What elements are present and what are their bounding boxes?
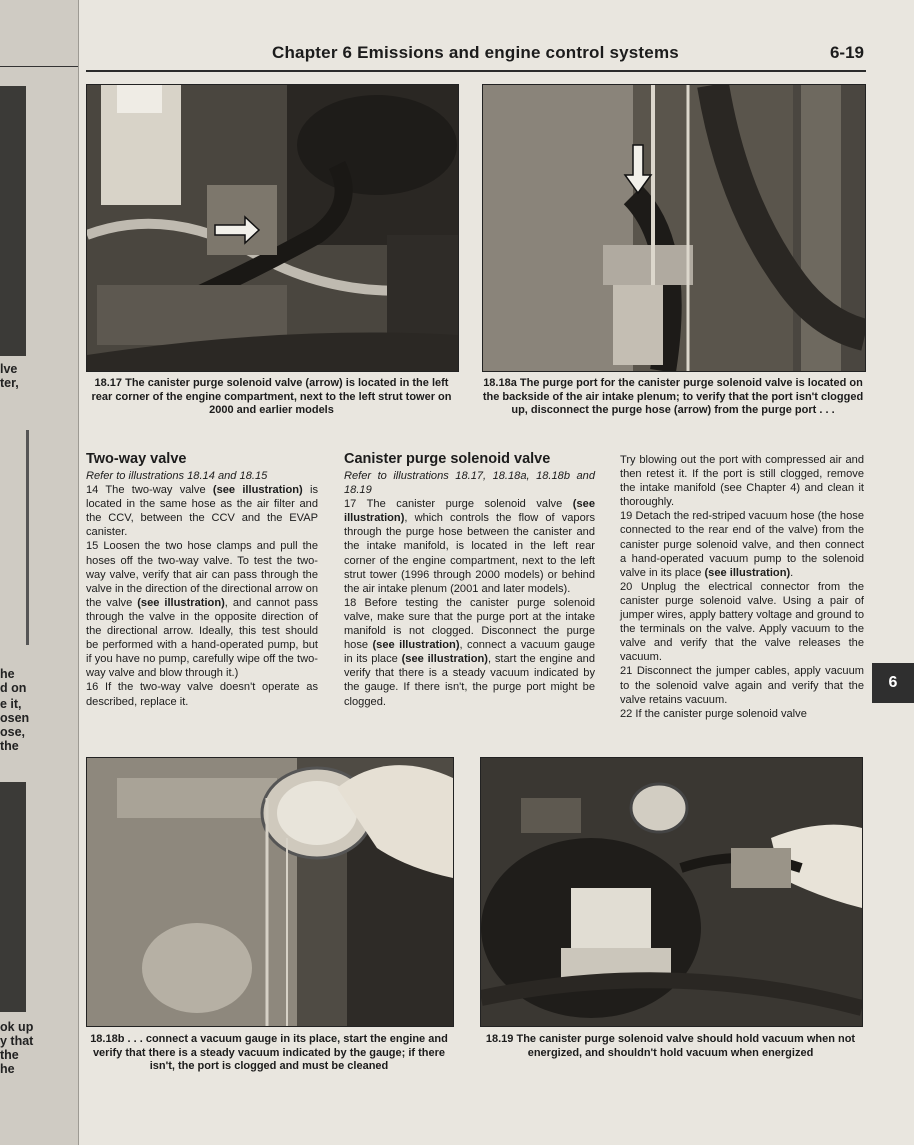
gutter-fragment: ose, [0, 725, 26, 739]
gutter-fragment: the [0, 1048, 19, 1062]
illustration-reference: Refer to illustrations 18.14 and 18.15 [86, 470, 268, 482]
gutter-fragment: osen [0, 711, 30, 725]
paragraph-21: 21 Disconnect the jumper cables, apply vacuum to the solenoid valve again and verify that the valve retains vacuum. [620, 665, 864, 706]
paragraph-17: 17 The canister purge solenoid valve (see illustration), which controls the flow of vapors through the purge hose between the canister and the intake manifold, is located in the left rear corner of the engine compartment, next to the left strut tower (1996 through 2000 models) or behind the air intake plenum (2001 and later models). [344, 498, 595, 595]
paragraph-16: 16 If the two-way valve doesn't operate as described, replace it. [86, 681, 318, 708]
gutter-photo-strip [0, 86, 26, 356]
figure-18-19-photo [480, 757, 863, 1027]
chapter-title: Chapter 6 Emissions and engine control systems [272, 43, 679, 62]
column-canister-purge-valve [344, 450, 595, 709]
paragraph-22: 22 If the canister purge solenoid valve [620, 707, 807, 720]
figure-18-18b-photo [86, 757, 454, 1027]
figure-18-18b-caption: 18.18b . . . connect a vacuum gauge in its place, start the engine and verify that there is a steady vacuum indicated by the gauge; if there isn't, the port is clogged and must be cleaned [90, 1033, 448, 1072]
paragraph-19: 19 Detach the red-striped vacuum hose (the hose connected to the rear end of the valve) from the canister purge solenoid valve, and then connect a hand-operated vacuum pump to the solenoid valve in its place (see illustration). [620, 510, 864, 579]
section-heading: Two-way valve [86, 451, 187, 467]
page-number: 6-19 [829, 43, 864, 62]
illustration-reference: Refer to illustrations 18.17, 18.18a, 18.18b and 18.19 [344, 470, 595, 497]
chapter-tab: 6 [872, 663, 914, 703]
figure-18-19-caption: 18.19 The canister purge solenoid valve should hold vacuum when not energized, and shouldn't hold vacuum when energized [485, 1033, 856, 1059]
figure-18-18a-caption: 18.18a The purge port for the canister purge solenoid valve is located on the backside of the air intake plenum; to verify that the port isn't clogged up, disconnect the purge hose (arrow) from the purge port . . . [482, 377, 864, 416]
gutter-fragment: d on [0, 681, 27, 695]
gutter-fragment: e it, [0, 697, 22, 711]
paragraph-15: 15 Loosen the two hose clamps and pull the hoses off the two-way valve. To test the two-way valve, verify that air can pass through the valve in the direction of the directional arrow on the valve (see illustration), and cannot pass through the valve in the opposite direction of the directional arrow. Ideally, this test should be performed with a hand-operated pump, but if you have no pump, carefully wipe off the two-way valve and blow through it.) [86, 540, 318, 680]
gutter-fragment: he [0, 667, 15, 681]
column-continued [620, 453, 864, 721]
column-two-way-valve [86, 450, 318, 709]
gutter-fragment: lve [0, 362, 18, 376]
gutter-fragment: the [0, 739, 19, 753]
paragraph-18: 18 Before testing the canister purge solenoid valve, make sure that the purge port at the intake manifold is not clogged. Disconnect the purge hose (see illustration), connect a vacuum gauge in its place (see illustration), start the engine and verify that there is a steady vacuum indicated by the gauge. If there isn't, the purge port might be clogged. [344, 596, 596, 708]
gutter-fragment: ter, [0, 376, 19, 390]
paragraph-20: 20 Unplug the electrical connector from the canister purge solenoid valve. Using a pair of jumper wires, apply battery voltage and ground to the terminals on the valve. Apply vacuum to the valve and verify that the valve releases the vacuum. [620, 580, 864, 664]
figure-18-17-photo [86, 84, 459, 372]
section-heading: Canister purge solenoid valve [344, 451, 551, 467]
paragraph-18-continued: Try blowing out the port with compressed air and then retest it. If the port is still clogged, remove the intake manifold (see Chapter 4) and clean it thoroughly. [620, 454, 864, 509]
paragraph-14: 14 The two-way valve (see illustration) is located in the same hose as the air filter and the CCV, between the CCV and the EVAP canister. [86, 484, 319, 539]
gutter-photo-strip [0, 782, 26, 1012]
gutter-rule [0, 66, 78, 67]
gutter-fragment: he [0, 1062, 15, 1076]
gutter-fragment: ok up [0, 1020, 34, 1034]
page-header [86, 40, 866, 72]
gutter-fragment: y that [0, 1034, 34, 1048]
figure-18-17-caption: 18.17 The canister purge solenoid valve (arrow) is located in the left rear corner of the engine compartment, next to the left strut tower on 2000 and earlier models [91, 377, 452, 416]
adjacent-page-edge [0, 0, 79, 1145]
figure-18-18a-photo [482, 84, 866, 372]
gutter-photo-strip [0, 430, 29, 645]
